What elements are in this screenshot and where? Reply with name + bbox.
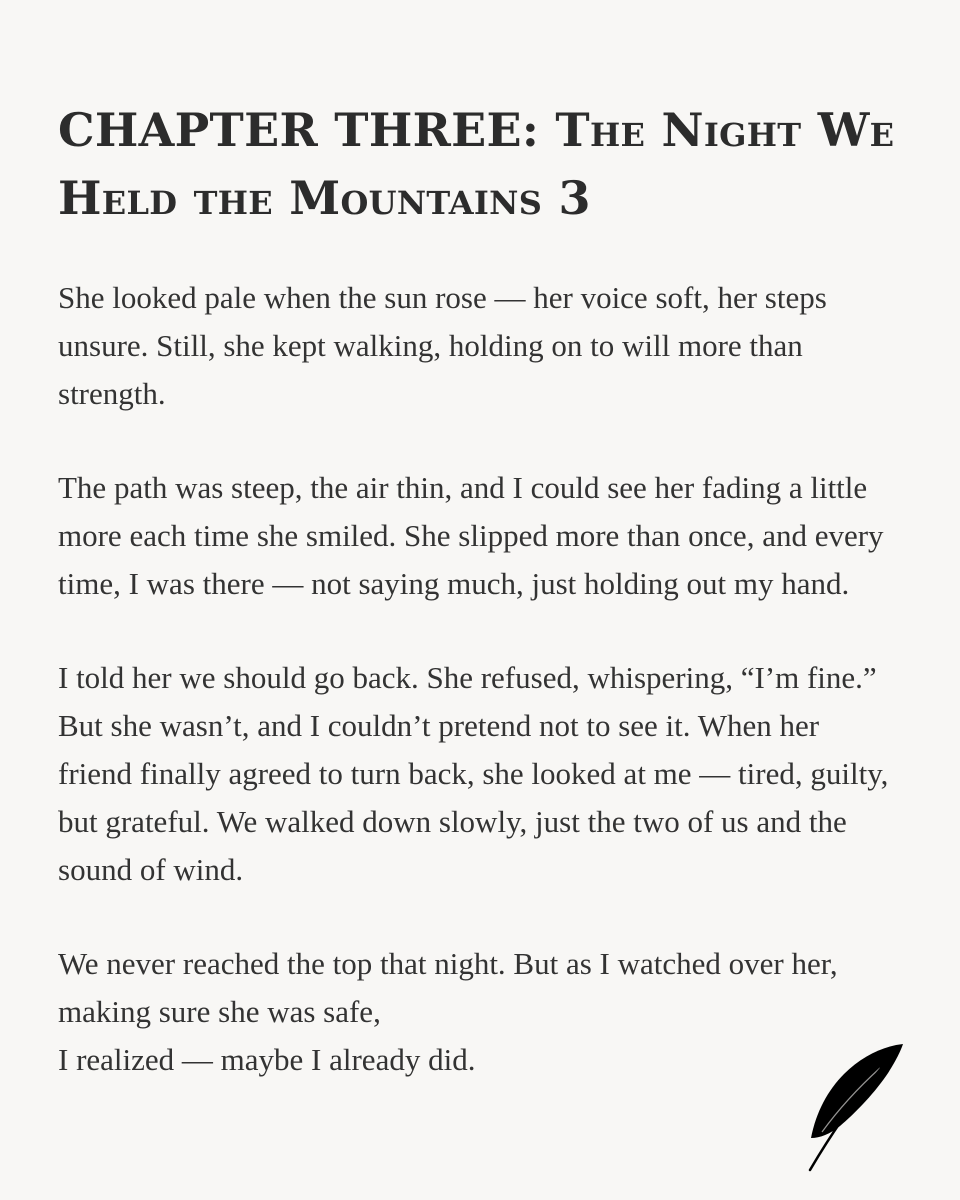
closing-line-2: I realized — maybe I already did. — [58, 1042, 476, 1077]
closing-line-1: We never reached the top that night. But as I watched over her, making sure she was safe, — [58, 946, 838, 1029]
chapter-title: CHAPTER THREE: The Night We Held the Mountains 3 — [58, 103, 895, 225]
paragraph-1: She looked pale when the sun rose — her voice soft, her steps unsure. Still, she kept walking, holding on to will more than strength. — [58, 280, 827, 411]
closing-paragraph — [58, 940, 898, 1084]
paragraph-3: I told her we should go back. She refused, whispering, “I’m fine.” But she wasn’t, and I couldn’t pretend not to see it. When her friend finally agreed to turn back, she looked at me — tired, guilty, but grateful. We walked down slowly, just the two of us and the sound of wind. — [58, 660, 889, 887]
paragraph-2: The path was steep, the air thin, and I could see her fading a little more each time she smiled. She slipped more than once, and every time, I was there — not saying much, just holding out my hand. — [58, 470, 884, 601]
feather-quill-icon — [800, 1040, 910, 1175]
chapter-page — [58, 96, 898, 1084]
